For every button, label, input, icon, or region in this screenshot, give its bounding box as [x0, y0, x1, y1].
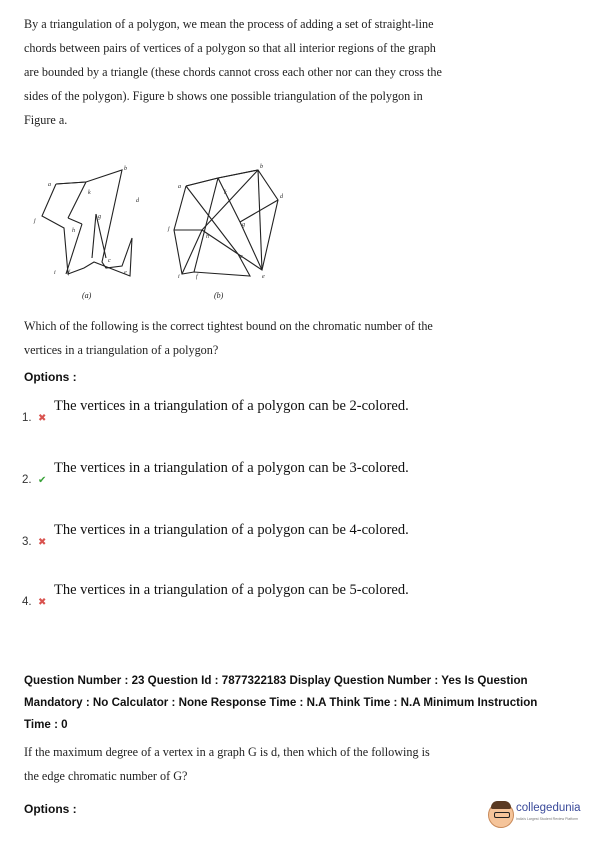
vertex-label: g [98, 214, 101, 220]
intro-line: Figure a. [24, 113, 68, 127]
vertex-labels-b [167, 164, 284, 280]
options-label: Options : [24, 370, 77, 384]
metadata-line: Mandatory : No Calculator : None Response Time : N.A Think Time : N.A Minimum Instruction [24, 696, 538, 709]
option-number: 2. [22, 474, 32, 486]
polygon-diagrams [28, 158, 298, 308]
vertex-label: i [54, 270, 56, 276]
metadata-line: Time : 0 [24, 718, 68, 731]
vertex-label: d [280, 194, 283, 200]
polygon-b [174, 170, 278, 276]
question-line: Which of the following is the correct tightest bound on the chromatic number of the [24, 319, 433, 333]
option-2[interactable] [22, 460, 482, 490]
mascot-icon [488, 802, 514, 828]
vertex-label: c [108, 258, 111, 264]
caption-a: (a) [82, 291, 92, 300]
option-text: The vertices in a triangulation of a polygon can be 3-colored. [54, 460, 409, 476]
option-1[interactable] [22, 398, 482, 428]
wrong-icon: ✖ [38, 537, 47, 548]
vertex-label: h [72, 228, 75, 234]
wrong-icon: ✖ [38, 597, 47, 608]
polygon-a [42, 170, 132, 276]
vertex-label: k [224, 190, 227, 196]
vertex-label: f [68, 270, 70, 276]
vertex-label: e [262, 274, 265, 280]
option-number: 1. [22, 412, 32, 424]
wrong-icon: ✖ [38, 413, 47, 424]
question-line: the edge chromatic number of G? [24, 769, 188, 783]
logo-name: collegedunia [516, 802, 581, 814]
vertex-label: j [34, 218, 36, 224]
question-text [24, 314, 444, 362]
option-text: The vertices in a triangulation of a polygon can be 5-colored. [54, 582, 409, 598]
intro-paragraph [24, 12, 444, 132]
triangulation-figure [28, 158, 298, 308]
vertex-label: k [88, 190, 91, 196]
option-4[interactable] [22, 582, 482, 612]
intro-line: chords between pairs of vertices of a polygon so that all interior regions of the graph [24, 41, 436, 55]
caption-b: (b) [214, 291, 224, 300]
vertex-label: g [242, 222, 245, 228]
collegedunia-logo [488, 798, 588, 832]
vertex-label: d [136, 198, 139, 204]
option-text: The vertices in a triangulation of a polygon can be 2-colored. [54, 398, 409, 414]
option-number: 3. [22, 536, 32, 548]
option-text: The vertices in a triangulation of a polygon can be 4-colored. [54, 522, 409, 538]
vertex-label: f [196, 274, 198, 280]
vertex-label: c [240, 254, 243, 260]
next-options-label: Options : [24, 802, 77, 816]
question-line: If the maximum degree of a vertex in a graph G is d, then which of the following is [24, 745, 430, 759]
intro-line: are bounded by a triangle (these chords cannot cross each other nor can they cross the [24, 65, 442, 79]
question-line: vertices in a triangulation of a polygon? [24, 343, 219, 357]
vertex-label: b [260, 164, 263, 170]
vertex-label: h [206, 234, 209, 240]
metadata-line: Question Number : 23 Question Id : 7877322183 Display Question Number : Yes Is Question [24, 674, 528, 687]
vertex-label: j [168, 226, 170, 232]
option-number: 4. [22, 596, 32, 608]
next-question-text [24, 740, 444, 788]
vertex-label: a [178, 184, 181, 190]
vertex-label: b [124, 166, 127, 172]
vertex-label: i [178, 274, 180, 280]
question-metadata [24, 670, 584, 736]
option-3[interactable] [22, 522, 482, 552]
check-icon: ✔ [38, 475, 47, 486]
logo-tagline: India's Largest Student Review Platform [516, 817, 579, 821]
vertex-label: e [124, 270, 127, 276]
vertex-label: a [48, 182, 51, 188]
intro-line: By a triangulation of a polygon, we mean the process of adding a set of straight-line [24, 17, 434, 31]
intro-line: sides of the polygon). Figure b shows one possible triangulation of the polygon in [24, 89, 423, 103]
